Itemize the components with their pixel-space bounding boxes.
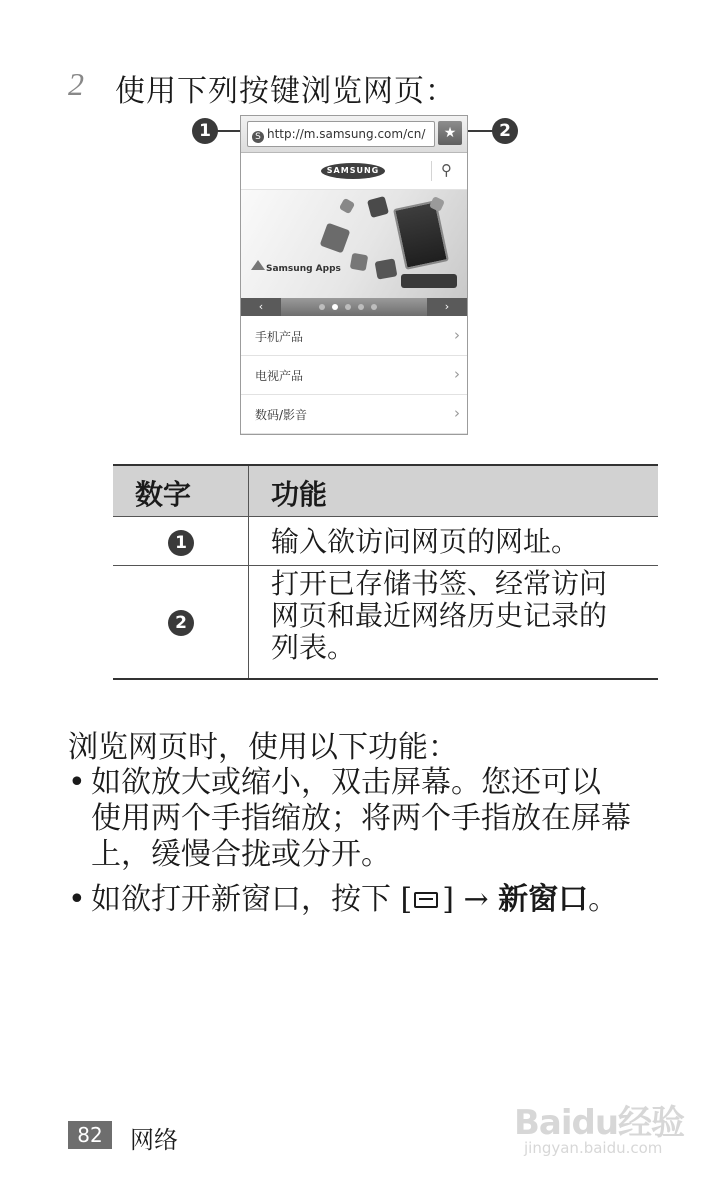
header-divider bbox=[431, 161, 432, 181]
carousel-controls bbox=[241, 298, 467, 316]
header-function: 功能 bbox=[271, 478, 328, 511]
table-bottom-rule bbox=[113, 678, 658, 680]
bullet-text: 。 bbox=[588, 882, 619, 917]
address-bar bbox=[241, 116, 467, 153]
phone-graphic bbox=[393, 200, 449, 270]
bullet-text: 如欲打开新窗口，按下 [ bbox=[91, 882, 413, 917]
chevron-right-icon: › bbox=[454, 365, 460, 383]
apps-logo-icon bbox=[251, 260, 265, 270]
bullet-line: 如欲放大或缩小，双击屏幕。您还可以 bbox=[91, 765, 601, 800]
table-header bbox=[113, 466, 658, 516]
row-2-function-line: 打开已存储书签、经常访问 bbox=[271, 567, 608, 600]
carousel-indicator bbox=[319, 304, 377, 310]
step-number: 2 bbox=[68, 66, 84, 102]
menu-item-tv[interactable] bbox=[241, 356, 467, 395]
promo-banner[interactable] bbox=[241, 190, 467, 298]
app-cube-graphic bbox=[350, 253, 369, 272]
search-icon[interactable]: ⚲ bbox=[441, 161, 452, 179]
menu-item-label: 手机产品 bbox=[255, 330, 304, 344]
carousel-next-button[interactable]: › bbox=[427, 298, 467, 316]
chevron-right-icon: › bbox=[454, 404, 460, 422]
watermark-logo-text: Baidu经验 bbox=[514, 1103, 685, 1143]
carousel-dot[interactable] bbox=[358, 304, 364, 310]
baidu-watermark bbox=[514, 1085, 694, 1165]
new-window-term: 新窗口 bbox=[498, 882, 589, 917]
bullet-zoom-text bbox=[91, 765, 651, 873]
callout-2-marker: 2 bbox=[492, 118, 518, 144]
url-text: http://m.samsung.com/cn/ bbox=[267, 127, 426, 141]
bullet-zoom bbox=[68, 765, 668, 875]
row-2-function bbox=[271, 568, 651, 664]
carousel-dot[interactable] bbox=[345, 304, 351, 310]
table-rule bbox=[113, 565, 658, 566]
bullet-text: ] → bbox=[442, 882, 499, 917]
step-instruction: 使用下列按键浏览网页： bbox=[115, 74, 456, 109]
intro-paragraph: 浏览网页时，使用以下功能： bbox=[68, 730, 458, 765]
chevron-right-icon: › bbox=[454, 326, 460, 344]
bullet-mark: • bbox=[68, 882, 86, 917]
callout-1-marker: 1 bbox=[192, 118, 218, 144]
app-cube-graphic bbox=[367, 196, 389, 218]
row-1-marker: 1 bbox=[168, 530, 194, 556]
menu-item-digital-av[interactable] bbox=[241, 395, 467, 434]
carousel-dot-active[interactable] bbox=[332, 304, 338, 310]
carousel-prev-button[interactable]: ‹ bbox=[241, 298, 281, 316]
browser-screenshot bbox=[240, 115, 468, 435]
samsung-logo: SAMSUNG bbox=[321, 163, 385, 179]
row-1-function: 输入欲访问网页的网址。 bbox=[271, 525, 580, 558]
bullet-line: 上，缓慢合拢或分开。 bbox=[91, 837, 391, 872]
menu-item-label: 数码/影音 bbox=[255, 408, 308, 422]
menu-item-phones[interactable] bbox=[241, 317, 467, 356]
url-input[interactable] bbox=[247, 121, 435, 147]
app-cube-graphic bbox=[339, 198, 355, 214]
footer-section-title: 网络 bbox=[130, 1126, 178, 1154]
app-cube-graphic bbox=[375, 258, 398, 279]
carousel-dot[interactable] bbox=[371, 304, 377, 310]
page-number: 82 bbox=[68, 1121, 112, 1149]
table-rule bbox=[113, 516, 658, 517]
header-number: 数字 bbox=[135, 478, 192, 511]
row-2-marker: 2 bbox=[168, 610, 194, 636]
menu-key-icon bbox=[412, 890, 442, 912]
bullet-line: 使用两个手指缩放；将两个手指放在屏幕 bbox=[91, 801, 631, 836]
bookmark-button[interactable] bbox=[438, 121, 462, 145]
watermark-url: jingyan.baidu.com bbox=[524, 1139, 663, 1157]
menu-item-label: 电视产品 bbox=[255, 369, 304, 383]
site-header bbox=[241, 153, 467, 190]
site-favicon-icon: S bbox=[252, 131, 264, 143]
bullet-new-window-text bbox=[91, 882, 651, 918]
bullet-mark: • bbox=[68, 765, 86, 800]
app-cube-graphic bbox=[320, 223, 351, 254]
bullet-new-window bbox=[68, 882, 668, 922]
row-2-function-line: 列表。 bbox=[271, 631, 356, 664]
table-column-divider bbox=[248, 466, 249, 679]
clock-graphic bbox=[401, 274, 457, 288]
bookmark-star-icon: ★ bbox=[443, 125, 457, 141]
row-2-function-line: 网页和最近网络历史记录的 bbox=[271, 599, 608, 632]
banner-label: Samsung Apps bbox=[266, 264, 341, 274]
carousel-dot[interactable] bbox=[319, 304, 325, 310]
